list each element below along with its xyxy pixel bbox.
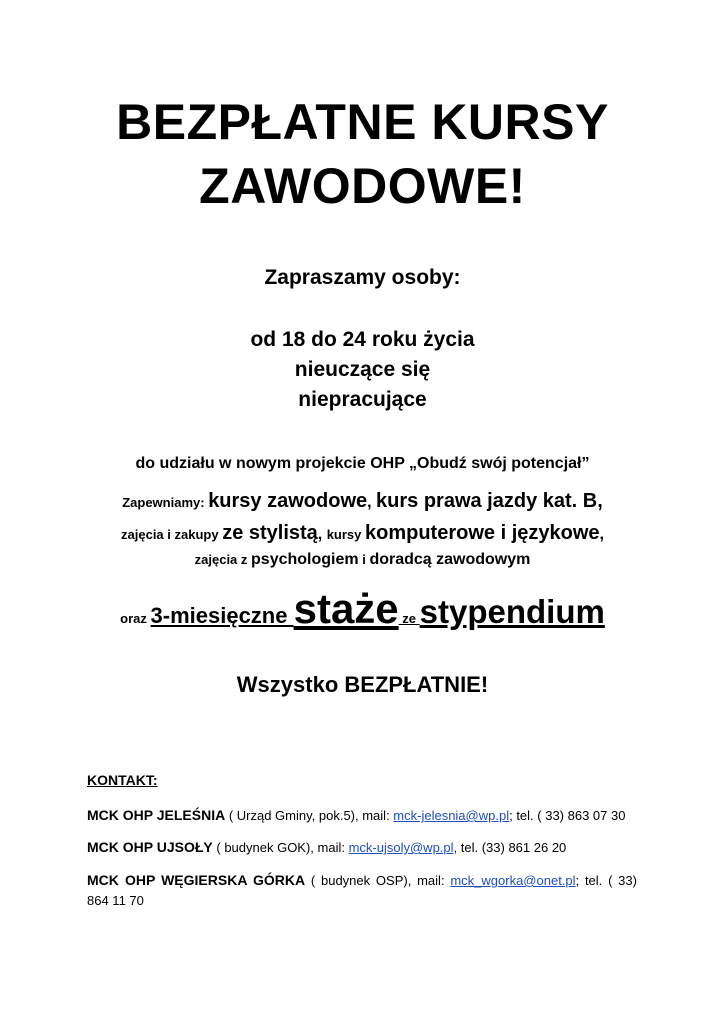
contact-name: MCK OHP JELEŚNIA (87, 807, 226, 823)
target-groups (0, 325, 725, 415)
contact-name: MCK OHP WĘGIERSKA GÓRKA (87, 872, 306, 888)
email-link[interactable]: mck_wgorka@onet.pl (450, 873, 576, 888)
internship-pre: oraz (120, 611, 151, 626)
page-title (0, 90, 725, 218)
offer-text: Zapewniamy: (122, 495, 209, 510)
offer-text: kursy (326, 527, 365, 542)
group-not-studying: nieuczące się (294, 358, 431, 381)
offer-text: i (358, 552, 370, 567)
email-link[interactable]: mck-jelesnia@wp.pl (393, 808, 510, 823)
offer-text: , (367, 494, 377, 511)
internship-stipend: stypendium (419, 593, 605, 630)
project-line: do udziału w nowym projekcie OHP „Obudź swój potencjał” (135, 455, 590, 472)
contact-pre: ( budynek GOK), mail: (212, 840, 349, 855)
contact-heading: KONTAKT: (87, 772, 158, 788)
title-line-1: BEZPŁATNE KURSY (116, 94, 609, 150)
offer-text: zajęcia z (194, 552, 252, 567)
offer-text: psychologiem (251, 551, 359, 568)
internship-ze: ze (398, 611, 420, 626)
offer-text: ze stylistą (222, 522, 318, 544)
offer-text: doradcą zawodowym (369, 551, 531, 568)
invite-heading: Zapraszamy osoby: (264, 266, 461, 289)
group-age: od 18 do 24 roku życia (250, 328, 475, 351)
internship-months: 3-miesięczne (150, 603, 294, 628)
internship-staze: staże (293, 585, 399, 632)
offer-text: , (597, 490, 603, 512)
contact-row (87, 805, 637, 826)
contact-post: ; tel. ( 33) 863 07 30 (509, 808, 626, 823)
contact-row (87, 837, 637, 858)
free-all: Wszystko BEZPŁATNIE! (236, 672, 489, 697)
offer-text: kursy zawodowe (208, 490, 368, 512)
contact-name: MCK OHP UJSOŁY (87, 839, 213, 855)
offer-line-3 (0, 551, 725, 569)
contact-pre: ( Urząd Gminy, pok.5), mail: (225, 808, 394, 823)
contact-row (87, 870, 637, 911)
offer-line-2 (0, 522, 725, 545)
contact-post: , tel. (33) 861 26 20 (453, 840, 567, 855)
internship-line (0, 585, 725, 635)
offer-text: zajęcia i zakupy (121, 527, 223, 542)
contact-post: ; tel. ( 33) 864 11 70 (87, 873, 637, 908)
title-line-2: ZAWODOWE! (199, 158, 526, 214)
email-link[interactable]: mck-ujsoly@wp.pl (348, 840, 454, 855)
offer-text: komputerowe i językowe (365, 522, 600, 544)
offer-line-1 (0, 490, 725, 513)
offer-text: , (317, 526, 327, 543)
offer-text: , (599, 526, 604, 543)
offer-text: kurs prawa jazdy kat. B (376, 490, 598, 512)
contact-pre: ( budynek OSP), mail: (305, 873, 451, 888)
group-not-working: niepracujące (298, 388, 427, 411)
